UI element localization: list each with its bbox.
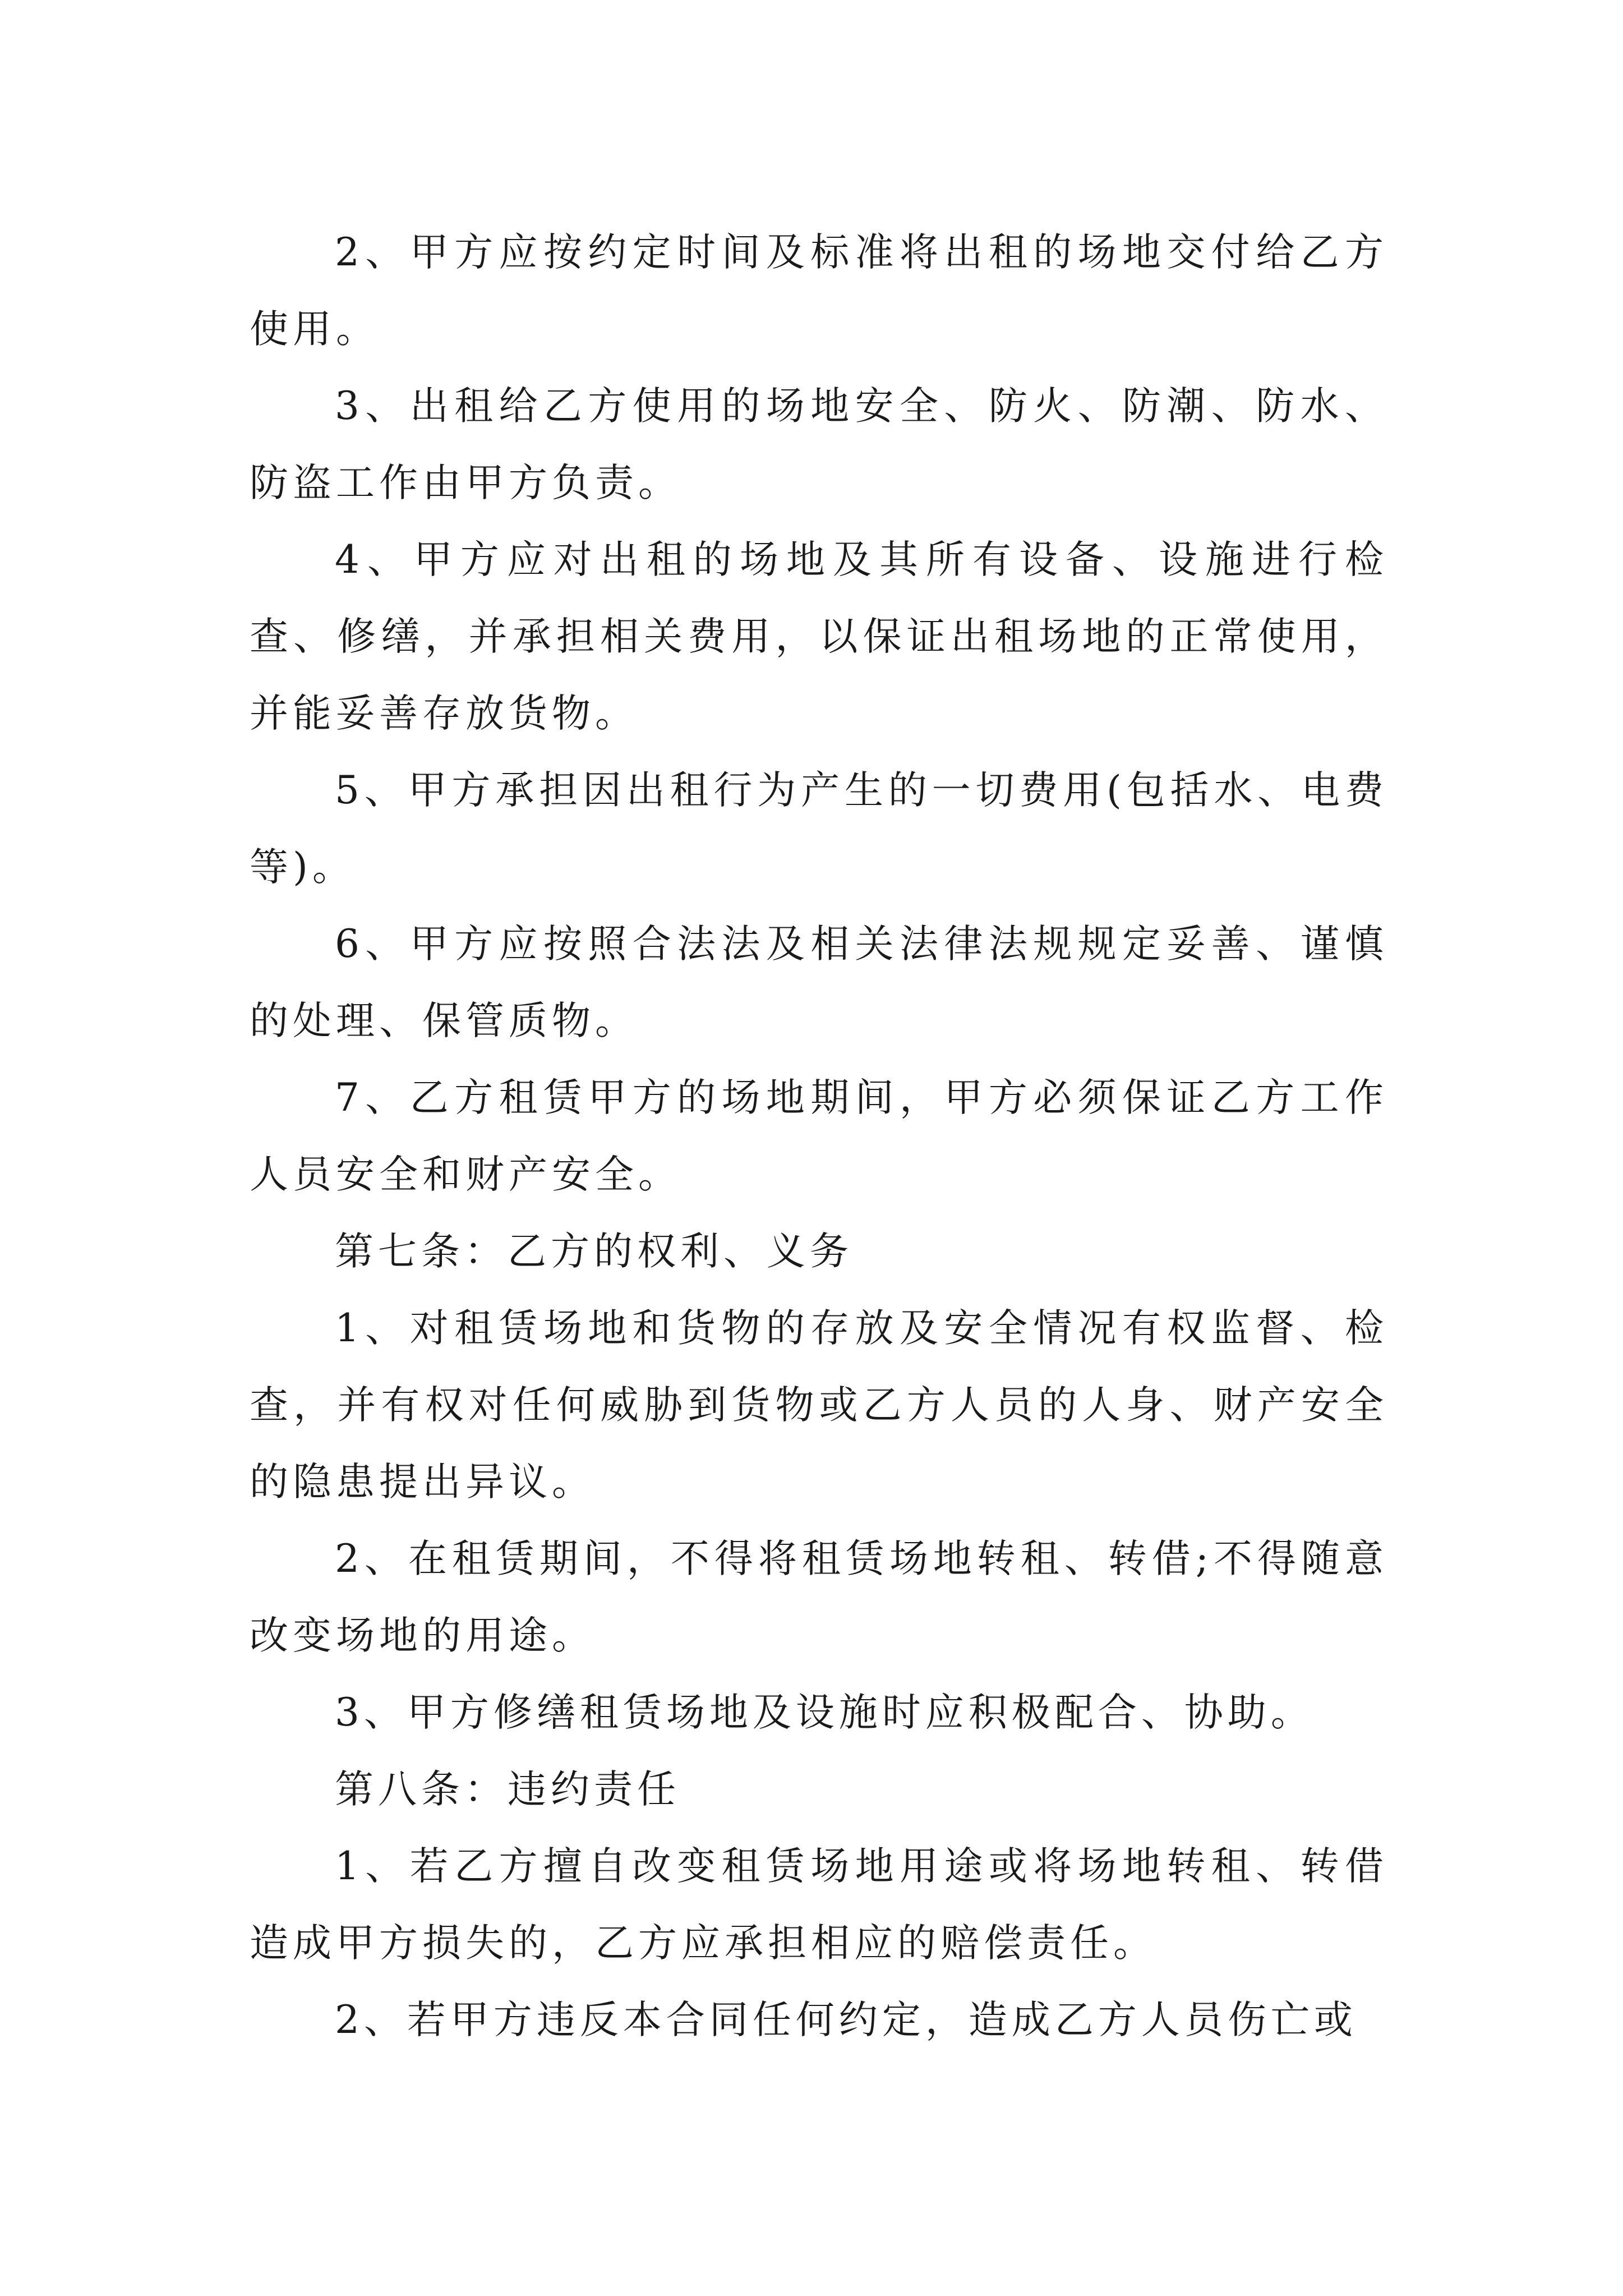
clause-paragraph: 3、甲方修缮租赁场地及设施时应积极配合、协助。 bbox=[335, 1690, 1314, 1735]
clause-paragraph: 2、若甲方违反本合同任何约定，造成乙方人员伤亡或 bbox=[335, 1998, 1357, 2042]
clause-paragraph: 3、出租给乙方使用的场地安全、防火、防潮、防水、防盗工作由甲方负责。 bbox=[250, 384, 1388, 505]
clause-paragraph: 2、在租赁期间，不得将租赁场地转租、转借;不得随意改变场地的用途。 bbox=[250, 1536, 1388, 1658]
clause-paragraph: 2、甲方应按约定时间及标准将出租的场地交付给乙方使用。 bbox=[250, 230, 1388, 352]
clause-paragraph: 1、对租赁场地和货物的存放及安全情况有权监督、检查，并有权对任何威胁到货物或乙方人员的人身、财产安全的隐患提出异议。 bbox=[250, 1306, 1388, 1504]
document-body bbox=[250, 214, 1388, 2059]
section-heading: 第七条：乙方的权利、义务 bbox=[335, 1229, 853, 1274]
clause-paragraph: 4、甲方应对出租的场地及其所有设备、设施进行检查、修缮，并承担相关费用，以保证出租场地的正常使用，并能妥善存放货物。 bbox=[250, 537, 1388, 736]
clause-paragraph: 6、甲方应按照合法法及相关法律法规规定妥善、谨慎的处理、保管质物。 bbox=[250, 922, 1388, 1043]
clause-paragraph: 5、甲方承担因出租行为产生的一切费用(包括水、电费等)。 bbox=[250, 768, 1388, 890]
clause-paragraph: 7、乙方租赁甲方的场地期间，甲方必须保证乙方工作人员安全和财产安全。 bbox=[250, 1075, 1388, 1197]
clause-paragraph: 1、若乙方擅自改变租赁场地用途或将场地转租、转借造成甲方损失的，乙方应承担相应的赔偿责任。 bbox=[250, 1844, 1388, 1966]
section-heading: 第八条：违约责任 bbox=[335, 1767, 680, 1812]
